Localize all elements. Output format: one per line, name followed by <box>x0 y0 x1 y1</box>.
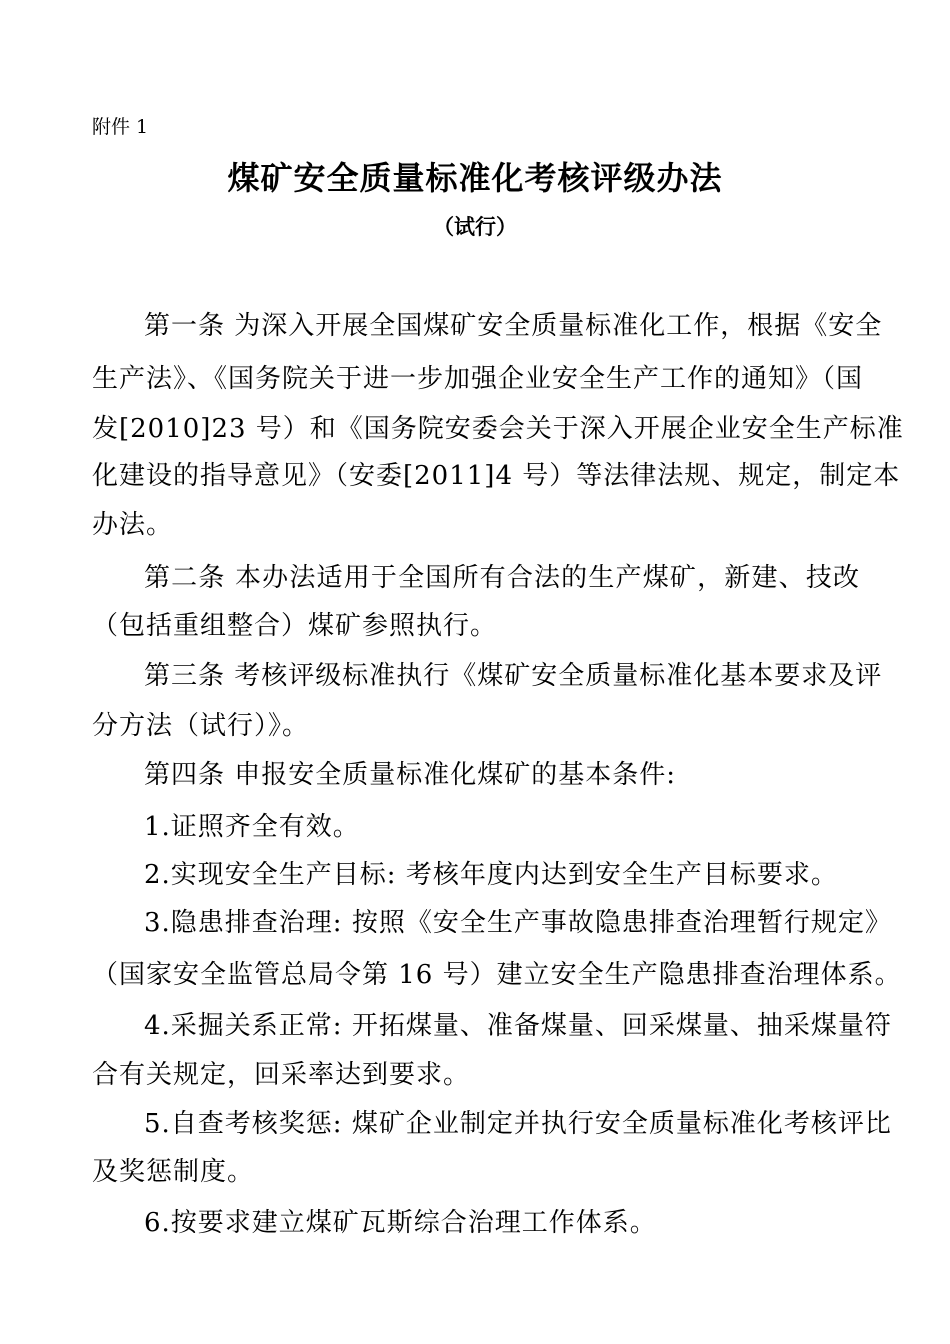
article4-item3-line1: 3.隐患排查治理: 按照《安全生产事故隐患排查治理暂行规定》 <box>144 908 892 938</box>
article4-item3-line2: （国家安全监管总局令第 16 号）建立安全生产隐患排查治理体系。 <box>92 960 902 990</box>
article1-line3: 发[2010]23 号）和《国务院安委会关于深入开展企业安全生产标准 <box>92 414 904 444</box>
article3-line1: 第三条 考核评级标准执行《煤矿安全质量标准化基本要求及评 <box>144 661 883 691</box>
article2-line2: （包括重组整合）煤矿参照执行。 <box>92 611 498 641</box>
document-subtitle: （试行） <box>433 215 517 239</box>
article4-item1: 1.证照齐全有效。 <box>144 812 360 842</box>
article1-line2: 生产法》、《国务院关于进一步加强企业安全生产工作的通知》（国 <box>92 364 864 394</box>
article4-item5-line2: 及奖惩制度。 <box>92 1157 255 1187</box>
article3-line2: 分方法（试行）》。 <box>92 711 310 741</box>
attachment-label: 附件 1 <box>92 116 149 138</box>
article4-item2: 2.实现安全生产目标: 考核年度内达到安全生产目标要求。 <box>144 860 838 890</box>
article4-item4-line2: 合有关规定，回采率达到要求。 <box>92 1060 471 1090</box>
article4-heading: 第四条 申报安全质量标准化煤矿的基本条件: <box>144 760 677 790</box>
article1-line1: 第一条 为深入开展全国煤矿安全质量标准化工作，根据《安全 <box>144 311 883 341</box>
article4-item4-line1: 4.采掘关系正常: 开拓煤量、准备煤量、回采煤量、抽采煤量符 <box>144 1011 892 1041</box>
document-title: 煤矿安全质量标准化考核评级办法 <box>227 159 723 197</box>
article1-line5: 办法。 <box>92 510 174 540</box>
article2-line1: 第二条 本办法适用于全国所有合法的生产煤矿，新建、技改 <box>144 563 860 593</box>
article4-item5-line1: 5.自查考核奖惩: 煤矿企业制定并执行安全质量标准化考核评比 <box>144 1109 892 1139</box>
article4-item6: 6.按要求建立煤矿瓦斯综合治理工作体系。 <box>144 1208 657 1238</box>
article1-line4: 化建设的指导意见》（安委[2011]4 号）等法律法规、规定，制定本 <box>92 461 901 491</box>
